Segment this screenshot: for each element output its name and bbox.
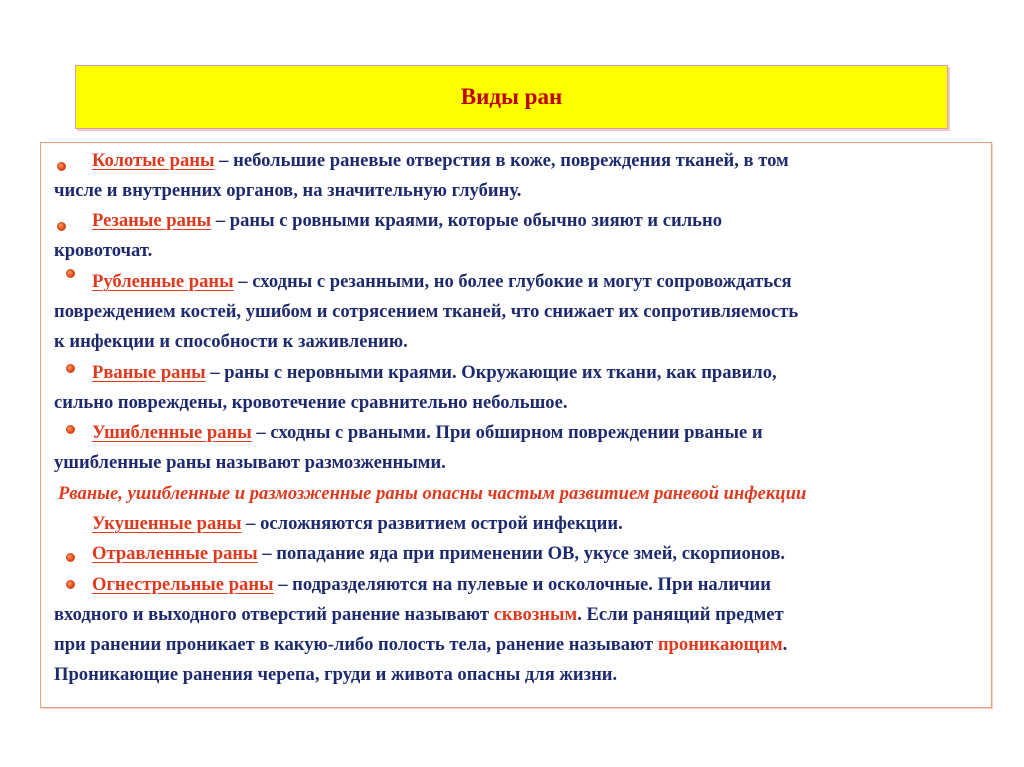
item-contused: [92, 424, 763, 443]
term-through: сквозным: [493, 604, 578, 625]
bullet-icon: [66, 580, 75, 589]
gunshot-line2-b: . Если ранящий предмет: [577, 604, 784, 625]
term-gunshot: Огнестрельные раны: [92, 574, 274, 595]
term-poisoned: Отравленные раны: [92, 543, 258, 564]
gunshot-line2-a: входного и выходного отверстий ранение называют: [54, 604, 494, 625]
bullet-icon: [66, 553, 75, 562]
item-gunshot-desc: – подразделяются на пулевые и осколочные. При наличии: [273, 574, 771, 595]
item-chopped-cont-1: повреждением костей, ушибом и сотрясением тканей, что снижает их сопротивляемость: [54, 301, 799, 322]
item-incised-cont: кровоточат.: [54, 240, 153, 261]
item-bitten: [92, 515, 623, 534]
item-lacerated-cont: сильно повреждены, кровотечение сравнительно небольшое.: [54, 392, 568, 413]
term-lacerated: Рваные раны: [92, 362, 206, 383]
term-contused: Ушибленные раны: [92, 422, 252, 443]
term-bitten: Укушенные раны: [92, 513, 242, 534]
item-chopped: [92, 273, 792, 292]
bullet-icon: [57, 162, 66, 171]
item-contused-cont: ушибленные раны называют размозженными.: [54, 452, 446, 473]
item-chopped-cont-2: к инфекции и способности к заживлению.: [54, 331, 408, 352]
item-gunshot: [92, 576, 771, 595]
item-gunshot-cont-2: [54, 636, 787, 655]
item-lacerated: [92, 364, 777, 383]
term-stabbed: Колотые раны: [92, 150, 215, 171]
title-banner: [75, 65, 948, 129]
item-incised-desc: – раны с ровными краями, которые обычно зияют и сильно: [211, 210, 723, 231]
item-stabbed: [92, 152, 789, 171]
item-poisoned-desc: – попадание яда при применении ОВ, укусе змей, скорпионов.: [257, 543, 786, 564]
term-incised: Резаные раны: [92, 210, 212, 231]
item-gunshot-cont-1: [54, 606, 784, 625]
item-lacerated-desc: – раны с неровными краями. Окружающие их ткани, как правило,: [205, 362, 777, 383]
item-stabbed-desc: – небольшие раневые отверстия в коже, повреждения тканей, в том: [214, 150, 789, 171]
gunshot-line3-a: при ранении проникает в какую-либо полость тела, ранение называют: [54, 634, 658, 655]
item-incised: [92, 212, 722, 231]
gunshot-line3-b: .: [782, 634, 788, 655]
item-contused-desc: – сходны с рваными. При обширном повреждении рваные и: [251, 422, 763, 443]
item-bitten-desc: – осложняются развитием острой инфекции.: [241, 513, 623, 534]
item-stabbed-cont: числе и внутренних органов, на значительную глубину.: [54, 180, 522, 201]
item-gunshot-cont-3: Проникающие ранения черепа, груди и живота опасны для жизни.: [54, 664, 618, 685]
term-penetrating: проникающим: [657, 634, 783, 655]
item-poisoned: [92, 545, 785, 564]
item-chopped-desc: – сходны с резанными, но более глубокие и могут сопровождаться: [233, 271, 792, 292]
bullet-icon: [57, 222, 66, 231]
bullet-icon: [66, 364, 75, 373]
bullet-icon: [66, 269, 75, 278]
page-title: Виды ран: [460, 84, 563, 109]
bullet-icon: [66, 425, 75, 434]
infection-note: Рваные, ушибленные и размозженные раны опасны частым развитием раневой инфекции: [58, 483, 807, 504]
term-chopped: Рубленные раны: [92, 271, 234, 292]
